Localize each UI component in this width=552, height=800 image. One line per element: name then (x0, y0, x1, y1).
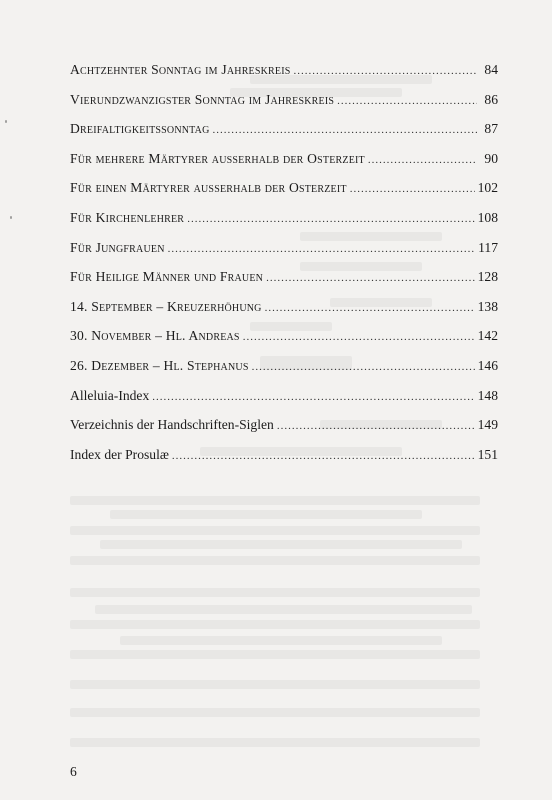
toc-entry (70, 210, 498, 240)
toc-entry-title: 30. November – Hl. Andreas (70, 328, 240, 344)
toc-entry-page-number: 146 (477, 357, 498, 373)
toc-entry (70, 180, 498, 210)
dot-leader (187, 213, 474, 225)
dot-leader (152, 391, 474, 403)
toc-entry-title: Für einen Märtyrer ausserhalb der Osterzeit (70, 180, 347, 196)
toc-entry-page-number: 148 (477, 387, 498, 403)
dot-leader (294, 65, 477, 77)
toc-entry-page-number: 142 (477, 328, 498, 344)
toc-entry-page-number: 128 (477, 269, 498, 285)
dot-leader (252, 361, 475, 373)
toc-entry (70, 121, 498, 151)
paper-speck (10, 216, 12, 219)
toc-entry-page-number: 90 (484, 150, 498, 166)
toc-entry-title: Alleluia-Index (70, 387, 150, 403)
toc-entry (70, 417, 498, 447)
toc-entry (70, 62, 498, 92)
toc-entry-page-number: 138 (477, 298, 498, 314)
toc-entry-page-number: 87 (484, 121, 498, 137)
toc-entry-title: Dreifaltigkeitssonntag (70, 121, 210, 137)
dot-leader (213, 124, 477, 136)
toc-entry-title: 26. Dezember – Hl. Stephanus (70, 357, 249, 373)
toc-entry-page-number: 108 (477, 209, 498, 225)
toc-entry (70, 388, 498, 418)
toc-entry (70, 358, 498, 388)
toc-entry-page-number: 102 (477, 180, 498, 196)
dot-leader (172, 450, 475, 462)
dot-leader (168, 243, 475, 255)
dot-leader (243, 331, 475, 343)
toc-entry-title: Für Jungfrauen (70, 239, 165, 255)
toc-entry-page-number: 117 (478, 239, 498, 255)
toc-entry-page-number: 86 (484, 91, 498, 107)
table-of-contents (70, 62, 498, 476)
toc-entry (70, 151, 498, 181)
toc-entry (70, 447, 498, 477)
toc-entry (70, 92, 498, 122)
toc-entry (70, 240, 498, 270)
dot-leader (337, 95, 477, 107)
toc-entry-page-number: 149 (477, 417, 498, 433)
toc-entry-title: Für Heilige Männer und Frauen (70, 269, 264, 285)
dot-leader (368, 154, 477, 166)
dot-leader (266, 272, 475, 284)
dot-leader (265, 302, 475, 314)
toc-entry (70, 299, 498, 329)
dot-leader (350, 183, 475, 195)
toc-entry (70, 328, 498, 358)
page-number: 6 (70, 764, 77, 779)
toc-entry-title: Vierundzwanzigster Sonntag im Jahreskreis (70, 91, 335, 107)
dot-leader (277, 420, 475, 432)
toc-entry-title: 14. September – Kreuzerhöhung (70, 298, 262, 314)
toc-entry (70, 269, 498, 299)
toc-entry-title: Für mehrere Märtyrer ausserhalb der Osterzeit (70, 150, 365, 166)
toc-entry-title: Verzeichnis der Handschriften-Siglen (70, 417, 274, 433)
paper-speck (5, 120, 7, 123)
toc-entry-title: Index der Prosulæ (70, 446, 169, 462)
toc-entry-title: Für Kirchenlehrer (70, 209, 185, 225)
toc-entry-page-number: 151 (477, 446, 498, 462)
toc-entry-title: Achtzehnter Sonntag im Jahreskreis (70, 62, 291, 77)
toc-entry-page-number: 84 (484, 62, 498, 77)
